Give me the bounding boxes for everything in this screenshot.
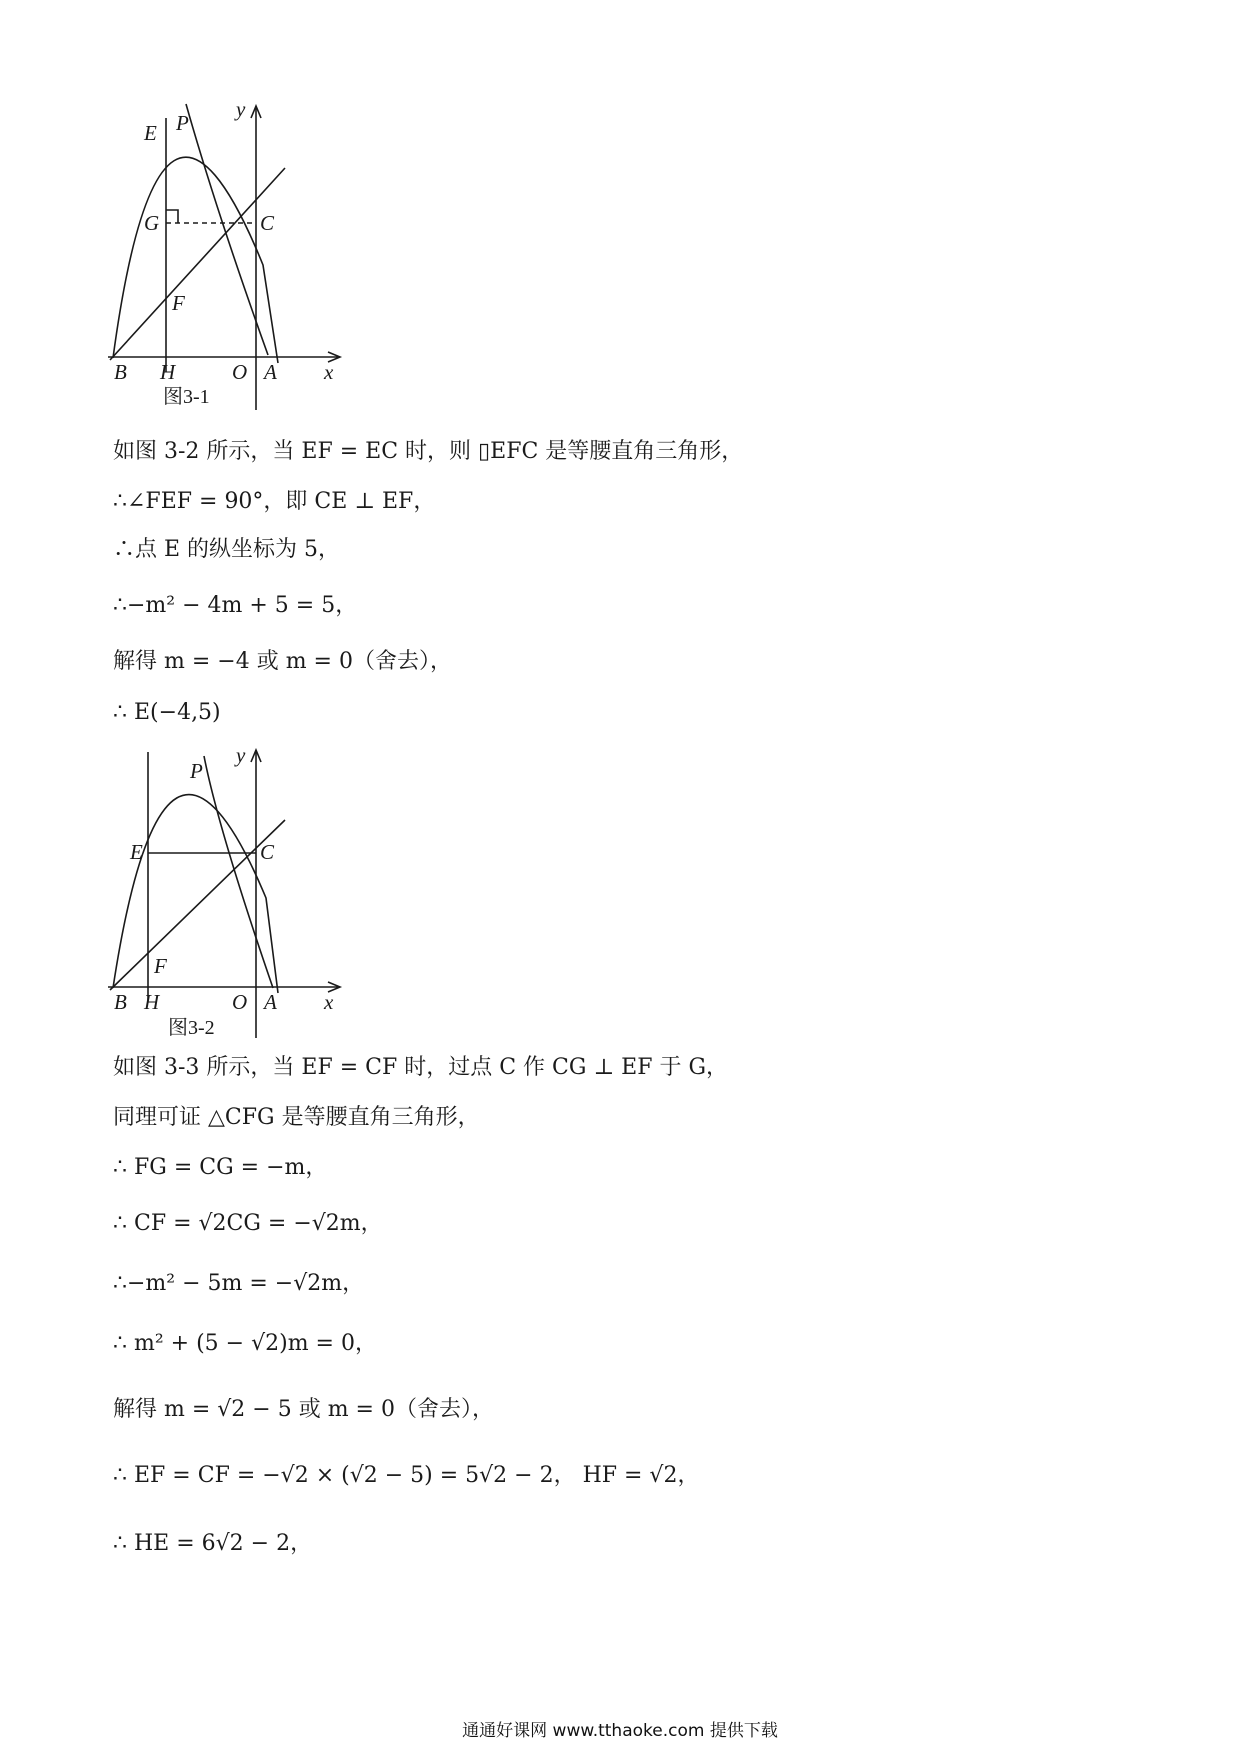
- label-o: O: [232, 360, 248, 384]
- label-b: B: [114, 360, 127, 384]
- figure-caption: 图3-2: [168, 1017, 215, 1039]
- text-line-2: ∴∠FEF = 90°，即 CE ⊥ EF，: [113, 489, 436, 514]
- label-h: H: [144, 990, 160, 1014]
- label-f: F: [172, 291, 185, 315]
- text-line-9: ∴ FG = CG = −m，: [113, 1155, 328, 1180]
- figure-caption: 图3-1: [163, 386, 210, 408]
- label-x: x: [324, 990, 334, 1014]
- text-line-7: 如图 3-3 所示，当 EF = CF 时，过点 C 作 CG ⊥ EF 于 G，: [113, 1055, 729, 1080]
- label-b: B: [114, 990, 127, 1014]
- figure-3-2-diagram: [108, 748, 348, 1048]
- label-p: P: [176, 111, 189, 135]
- text-line-10: ∴ CF = √2CG = −√2m，: [113, 1211, 383, 1236]
- line-pa: [204, 756, 273, 988]
- text-line-4: ∴−m² − 4m + 5 = 5，: [113, 593, 358, 618]
- text-line-3: ∴点 E 的纵坐标为 5，: [113, 537, 341, 562]
- text-line-6: ∴ E(−4,5): [113, 700, 221, 725]
- label-p: P: [190, 759, 203, 783]
- figure-3-1-diagram: [108, 100, 348, 410]
- text-line-12: ∴ m² + (5 − √2)m = 0，: [113, 1331, 377, 1356]
- text-line-13: 解得 m = √2 − 5 或 m = 0（舍去），: [113, 1397, 494, 1422]
- text-line-8: 同理可证 △CFG 是等腰直角三角形，: [113, 1105, 480, 1130]
- label-g: G: [144, 211, 160, 235]
- text-line-11: ∴−m² − 5m = −√2m，: [113, 1271, 365, 1296]
- label-y: y: [236, 748, 246, 767]
- label-a: A: [264, 360, 277, 384]
- right-angle-mark: [166, 210, 178, 223]
- figure-3-2: [108, 748, 348, 1048]
- label-o: O: [232, 990, 248, 1014]
- parabola: [113, 157, 278, 363]
- page-footer: 通通好课网 www.tthaoke.com 提供下载: [462, 1721, 778, 1741]
- label-x: x: [324, 360, 334, 384]
- text-line-5: 解得 m = −4 或 m = 0（舍去），: [113, 649, 452, 674]
- text-line-14: ∴ EF = CF = −√2 × (√2 − 5) = 5√2 − 2， HF = √2，: [113, 1463, 700, 1488]
- text-line-15: ∴ HE = 6√2 − 2，: [113, 1531, 313, 1556]
- label-c: C: [260, 211, 275, 235]
- label-h: H: [160, 360, 176, 384]
- label-e: E: [130, 840, 143, 864]
- label-e: E: [144, 121, 157, 145]
- figure-3-1: [108, 100, 348, 410]
- label-f: F: [154, 954, 167, 978]
- text-line-1: 如图 3-2 所示，当 EF = EC 时，则 ▯EFC 是等腰直角三角形，: [113, 439, 744, 464]
- label-y: y: [236, 100, 246, 121]
- label-a: A: [264, 990, 277, 1014]
- label-c: C: [260, 840, 275, 864]
